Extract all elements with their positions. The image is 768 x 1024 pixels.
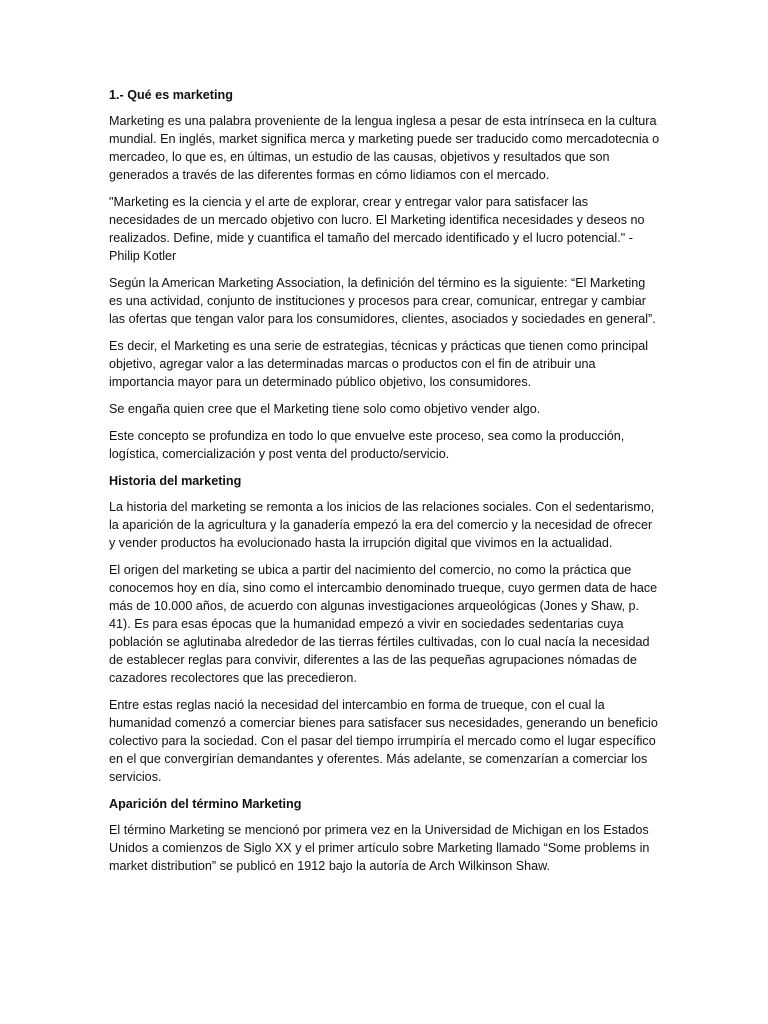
ama-definition-paragraph: Según la American Marketing Association, la definición del término es la siguiente: “El Marketing es una actividad, conjunto de instituciones y procesos para crear, comunicar, entregar y cambiar las ofertas que tengan valor para los consumidores, clientes, asociados y sociedades en general”. [109, 276, 656, 326]
section-heading-que-es-marketing: 1.- Qué es marketing [109, 88, 233, 102]
paragraph: Es decir, el Marketing es una serie de estrategias, técnicas y prácticas que tienen como principal objetivo, agregar valor a las determinadas marcas o productos con el fin de atribuir una importancia mayor para un determinado público objetivo, los consumidores. [109, 339, 649, 389]
paragraph: El término Marketing se mencionó por primera vez en la Universidad de Michigan en los Estados Unidos a comienzos de Siglo XX y el primer artículo sobre Marketing llamado “Some problems in market distribution” se publicó en 1912 bajo la autoría de Arch Wilkinson Shaw. [109, 823, 650, 873]
paragraph: El origen del marketing se ubica a partir del nacimiento del comercio, no como la práctica que conocemos hoy en día, sino como el intercambio denominado trueque, cuyo germen data de hace más de 10.000 años, de acuerdo con algunas investigaciones arqueológicas (Jones y Shaw, p. 41). Es para esas épocas que la humanidad empezó a vivir en sociedades sedentarias cuya población se aglutinaba alrededor de las tierras fértiles cultivadas, con lo cual nacía la necesidad de establecer reglas para convivir, diferentes a las de las pequeñas agrupaciones nómadas de cazadores recolectores que las precedieron. [109, 563, 658, 685]
paragraph: Se engaña quien cree que el Marketing tiene solo como objetivo vender algo. [109, 402, 541, 416]
section-heading-historia: Historia del marketing [109, 474, 242, 488]
paragraph: Marketing es una palabra proveniente de la lengua inglesa a pesar de esta intrínseca en la cultura mundial. En inglés, market significa merca y marketing puede ser traducido como mercadotecnia o mercadeo, lo que es, en últimas, un estudio de las causas, objetivos y resultados que son generados a través de las diferentes formas en cómo lidiamos con el mercado. [109, 114, 660, 182]
kotler-quote-paragraph: "Marketing es la ciencia y el arte de explorar, crear y entregar valor para satisfacer las necesidades de un mercado objetivo con lucro. El Marketing identifica necesidades y deseos no realizados. Define, mide y cuantifica el tamaño del mercado identificado y el lucro potencial." - Philip Kotler [109, 195, 645, 263]
paragraph: Este concepto se profundiza en todo lo que envuelve este proceso, sea como la producción, logística, comercialización y post venta del producto/servicio. [109, 429, 625, 461]
paragraph: Entre estas reglas nació la necesidad del intercambio en forma de trueque, con el cual la humanidad comenzó a comerciar bienes para satisfacer sus necesidades, generando un beneficio colectivo para la sociedad. Con el pasar del tiempo irrumpiría el mercado como el lugar específico en el que convergirían demandantes y oferentes. Más adelante, se comenzarían a comerciar los servicios. [109, 698, 658, 784]
paragraph: La historia del marketing se remonta a los inicios de las relaciones sociales. Con el sedentarismo, la aparición de la agricultura y la ganadería empezó la era del comercio y la necesidad de ofrecer y vender productos ha evolucionado hasta la irrupción digital que vivimos en la actualidad. [109, 500, 655, 550]
section-heading-aparicion: Aparición del término Marketing [109, 797, 302, 811]
document-body [109, 86, 661, 884]
